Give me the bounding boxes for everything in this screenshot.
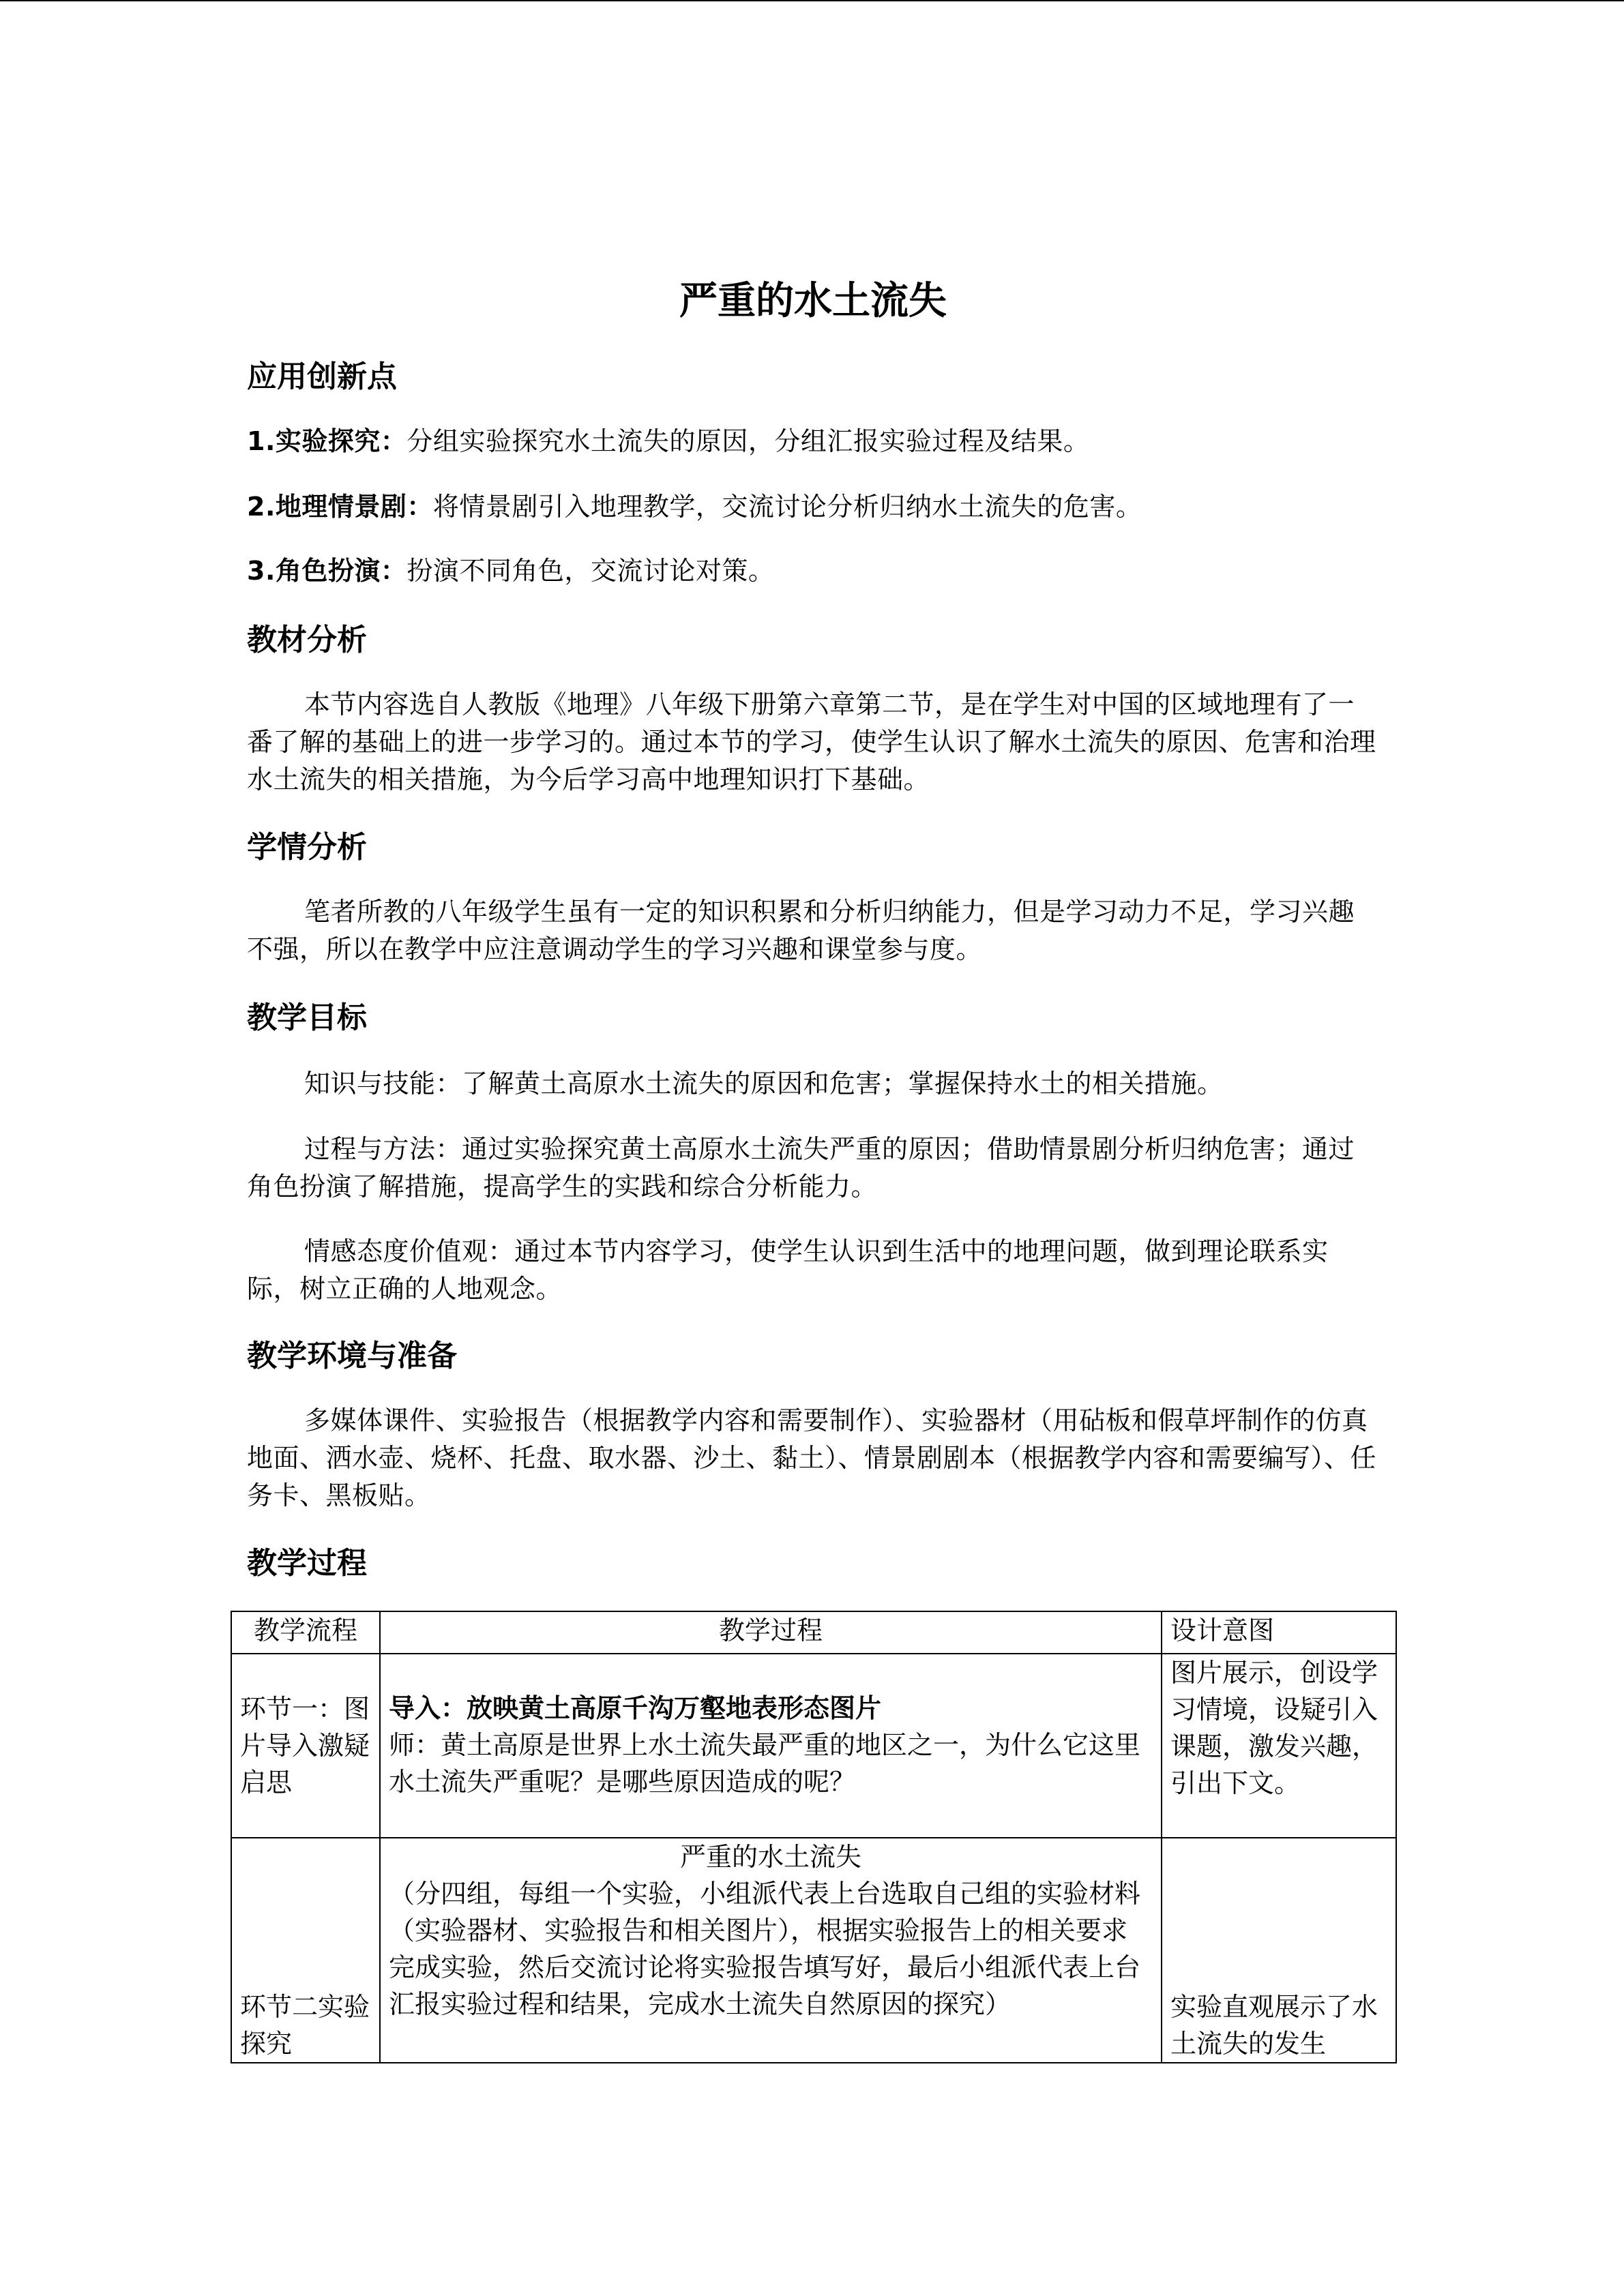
- heading-textbook: 教材分析: [247, 623, 367, 657]
- heading-goals: 教学目标: [247, 1000, 367, 1035]
- goal-attitude: 情感态度价值观：通过本节内容学习，使学生认识到生活中的地理问题，做到理论联系实际，树立正确的人地观念。: [247, 1236, 1329, 1304]
- row-1-content-text: 师：黄土高原是世界上水土流失最严重的地区之一，为什么它这里水土流失严重呢？是哪些原因造成的呢？: [389, 1730, 1141, 1797]
- table-row: [231, 1654, 1396, 1838]
- header-flow: 教学流程: [231, 1611, 380, 1654]
- innovation-item-1-label: 1.实验探究：: [247, 426, 407, 456]
- students-paragraph: 笔者所教的八年级学生虽有一定的知识积累和分析归纳能力，但是学习动力不足，学习兴趣不强，所以在教学中应注意调动学生的学习兴趣和课堂参与度。: [247, 897, 1355, 964]
- innovation-item-2: [247, 488, 1379, 526]
- innovation-item-1-text: 分组实验探究水土流失的原因，分组汇报实验过程及结果。: [407, 426, 1090, 456]
- row-1-content-title: 导入：放映黄土高原千沟万壑地表形态图片: [389, 1693, 882, 1723]
- row-1-content: [380, 1654, 1162, 1838]
- goal-knowledge: 知识与技能：了解黄土高原水土流失的原因和危害；掌握保持水土的相关措施。: [304, 1069, 1224, 1099]
- textbook-paragraph: 本节内容选自人教版《地理》八年级下册第六章第二节，是在学生对中国的区域地理有了一番了解的基础上的进一步学习的。通过本节的学习，使学生认识了解水土流失的原因、危害和治理水土流失的相关措施，为今后学习高中地理知识打下基础。: [247, 689, 1376, 794]
- row-2-content-text: （分四组，每组一个实验，小组派代表上台选取自己组的实验材料（实验器材、实验报告和相关图片），根据实验报告上的相关要求完成实验，然后交流讨论将实验报告填写好，最后小组派代表上台汇报实验过程和结果，完成水土流失自然原因的探究）: [389, 1879, 1141, 2019]
- header-process: 教学过程: [380, 1611, 1162, 1654]
- goal-process: 过程与方法：通过实验探究黄土高原水土流失严重的原因；借助情景剧分析归纳危害；通过角色扮演了解措施，提高学生的实践和综合分析能力。: [247, 1134, 1355, 1202]
- innovation-item-1: [247, 423, 1379, 460]
- header-intent: 设计意图: [1162, 1611, 1396, 1654]
- row-2-step: 环节二实验探究: [231, 1838, 380, 2063]
- process-table: [231, 1611, 1397, 2063]
- document-title: 严重的水土流失: [679, 279, 947, 323]
- heading-process: 教学过程: [247, 1546, 367, 1581]
- row-2-content-title: 严重的水土流失: [679, 1842, 861, 1872]
- row-2-content: [380, 1838, 1162, 2063]
- innovation-item-2-text: 将情景剧引入地理教学，交流讨论分析归纳水土流失的危害。: [432, 492, 1142, 522]
- innovation-item-3-label: 3.角色扮演：: [247, 556, 407, 586]
- innovation-item-2-label: 2.地理情景剧：: [247, 492, 433, 522]
- innovation-item-3-text: 扮演不同角色，交流讨论对策。: [407, 556, 775, 586]
- heading-innovation: 应用创新点: [247, 359, 397, 394]
- heading-students: 学情分析: [247, 830, 367, 865]
- row-1-intent: 图片展示，创设学习情境，设疑引入课题，激发兴趣，引出下文。: [1162, 1654, 1396, 1838]
- table-row: [231, 1838, 1396, 2063]
- heading-environment: 教学环境与准备: [247, 1339, 457, 1373]
- table-header-row: [231, 1611, 1396, 1654]
- row-2-intent: 实验直观展示了水土流失的发生: [1162, 1838, 1396, 2063]
- innovation-item-3: [247, 552, 1379, 590]
- page-top-border: [0, 0, 1624, 1]
- row-1-step: 环节一：图片导入激疑启思: [231, 1654, 380, 1838]
- environment-paragraph: 多媒体课件、实验报告（根据教学内容和需要制作）、实验器材（用砧板和假草坪制作的仿真地面、洒水壶、烧杯、托盘、取水器、沙土、黏土）、情景剧剧本（根据教学内容和需要编写）、任务卡、黑板贴。: [247, 1405, 1377, 1510]
